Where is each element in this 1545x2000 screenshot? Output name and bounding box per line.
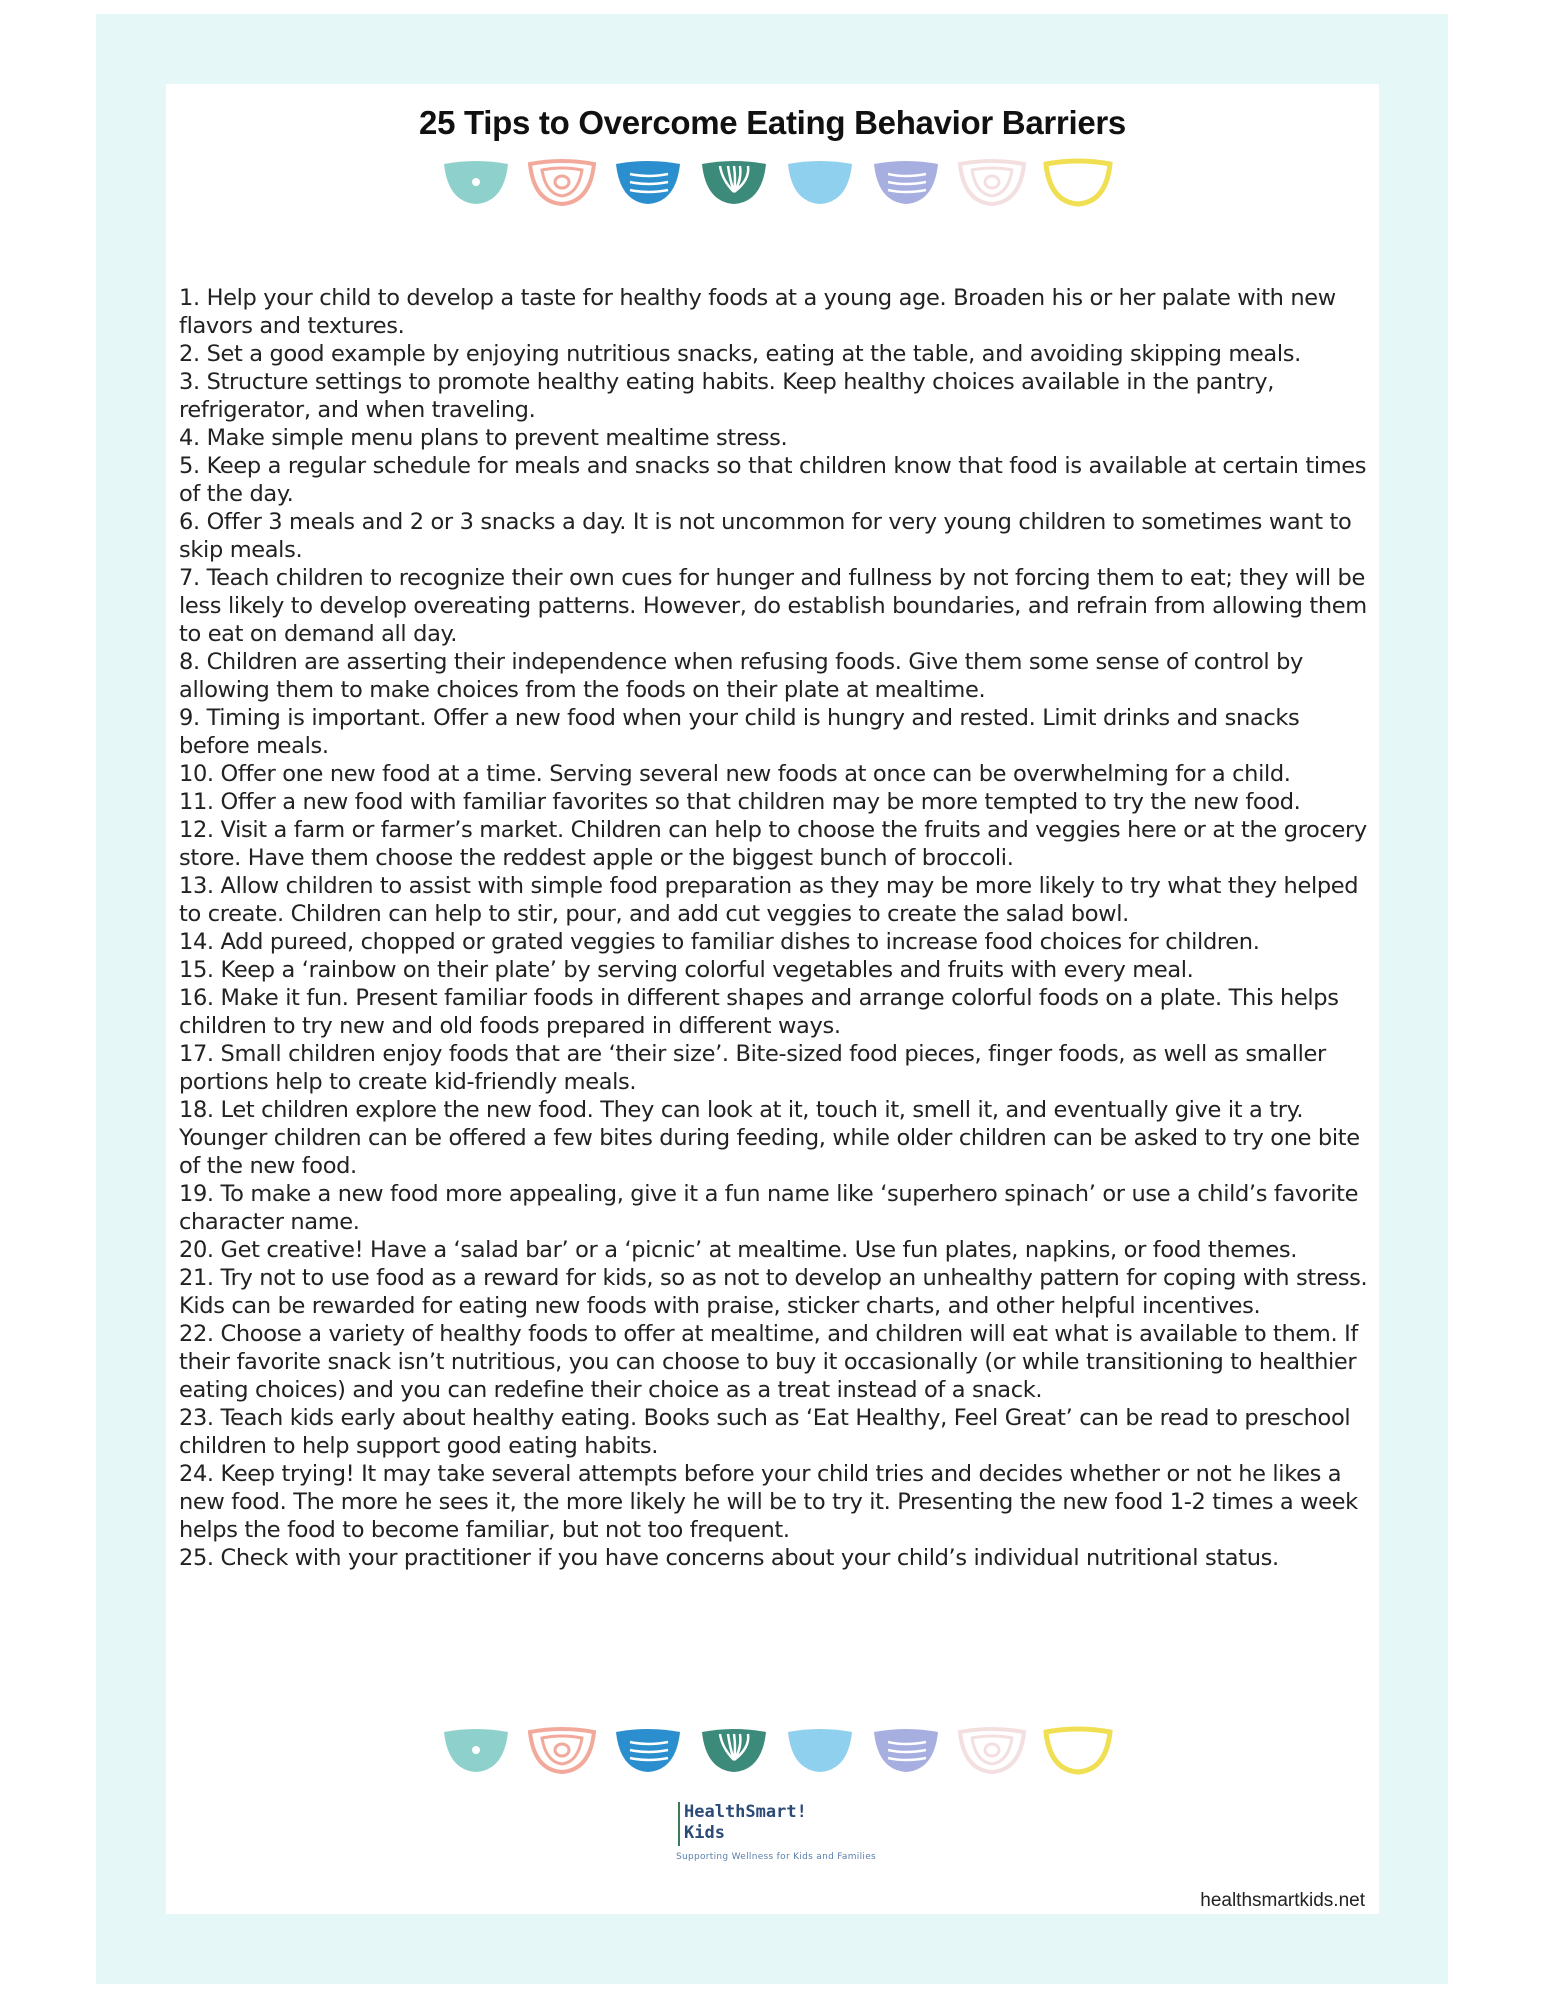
bowl-decoration-bottom xyxy=(436,1720,1116,1790)
tip-item: 11. Offer a new food with familiar favorites so that children may be more tempted to try the new food. xyxy=(179,789,1301,815)
tip-item: 23. Teach kids early about healthy eating. Books such as ‘Eat Healthy, Feel Great’ can be read to preschool children to help support good eating habits. xyxy=(179,1405,1351,1459)
bowl-row-top xyxy=(436,152,1116,222)
tips-list xyxy=(179,284,1374,1572)
tip-item: 14. Add pureed, chopped or grated veggies to familiar dishes to increase food choices for children. xyxy=(179,929,1260,955)
bowl-icon xyxy=(530,161,594,204)
tip-item: 5. Keep a regular schedule for meals and snacks so that children know that food is available at certain times of the day. xyxy=(179,453,1367,507)
bowl-icon xyxy=(960,161,1024,204)
tip-item: 12. Visit a farm or farmer’s market. Children can help to choose the fruits and veggies here or at the grocery store. Have them choose the reddest apple or the biggest bunch of broccoli. xyxy=(179,817,1367,871)
logo-bar xyxy=(678,1802,680,1846)
bowl-icon xyxy=(444,161,508,204)
tip-item: 13. Allow children to assist with simple food preparation as they may be more likely to try what they helped to create. Children can help to stir, pour, and add cut veggies to create the salad bowl. xyxy=(179,873,1359,927)
tip-item: 4. Make simple menu plans to prevent mealtime stress. xyxy=(179,425,788,451)
bowl-icon xyxy=(874,161,938,204)
bowl-icon xyxy=(616,161,680,204)
logo-line-1: HealthSmart! xyxy=(684,1802,807,1822)
tip-item: 6. Offer 3 meals and 2 or 3 snacks a day. It is not uncommon for very young children to sometimes want to skip meals. xyxy=(179,509,1352,563)
tip-item: 7. Teach children to recognize their own cues for hunger and fullness by not forcing them to eat; they will be less likely to develop overeating patterns. However, do establish boundaries, and refrain from allowing them to eat on demand all day. xyxy=(179,565,1367,647)
tip-item: 8. Children are asserting their independence when refusing foods. Give them some sense of control by allowing them to make choices from the foods on their plate at mealtime. xyxy=(179,649,1304,703)
bowl-icon xyxy=(788,1729,852,1772)
bowl-icon xyxy=(1046,1729,1110,1772)
bowl-row-bottom xyxy=(436,1720,1116,1790)
bowl-icon xyxy=(444,1729,508,1772)
tip-item: 10. Offer one new food at a time. Serving several new foods at once can be overwhelming for a child. xyxy=(179,761,1291,787)
tip-item: 1. Help your child to develop a taste for healthy foods at a young age. Broaden his or her palate with new flavors and textures. xyxy=(179,285,1336,339)
bowl-icon xyxy=(874,1729,938,1772)
document-page xyxy=(166,84,1379,1914)
tip-item: 3. Structure settings to promote healthy eating habits. Keep healthy choices available in the pantry, refrigerator, and when traveling. xyxy=(179,369,1275,423)
tip-item: 24. Keep trying! It may take several attempts before your child tries and decides whether or not he likes a new food. The more he sees it, the more likely he will be to try it. Presenting the new food 1-2 times a week helps the food to become familiar, but not too frequent. xyxy=(179,1461,1358,1543)
bowl-icon xyxy=(616,1729,680,1772)
tip-item: 18. Let children explore the new food. They can look at it, touch it, smell it, and eventually give it a try. Younger children can be offered a few bites during feeding, while older children can be asked to try one bite of the new food. xyxy=(179,1097,1360,1179)
bowl-icon xyxy=(960,1729,1024,1772)
page-title: 25 Tips to Overcome Eating Behavior Barriers xyxy=(419,104,1126,141)
bowl-icon xyxy=(530,1729,594,1772)
tip-item: 15. Keep a ‘rainbow on their plate’ by serving colorful vegetables and fruits with every meal. xyxy=(179,957,1194,983)
logo-tagline: Supporting Wellness for Kids and Families xyxy=(675,1852,877,1862)
tip-item: 17. Small children enjoy foods that are ‘their size’. Bite-sized food pieces, finger foods, as well as smaller portions help to create kid-friendly meals. xyxy=(179,1041,1326,1095)
website-link[interactable]: healthsmartkids.net xyxy=(1200,1890,1365,1911)
tip-item: 20. Get creative! Have a ‘salad bar’ or a ‘picnic’ at mealtime. Use fun plates, napkins, or food themes. xyxy=(179,1237,1298,1263)
tip-item: 2. Set a good example by enjoying nutritious snacks, eating at the table, and avoiding skipping meals. xyxy=(179,341,1301,367)
bowl-icon xyxy=(1046,161,1110,204)
tip-item: 9. Timing is important. Offer a new food when your child is hungry and rested. Limit drinks and snacks before meals. xyxy=(179,705,1300,759)
logo-line-2: Kids xyxy=(684,1823,725,1843)
tip-item: 19. To make a new food more appealing, give it a fun name like ‘superhero spinach’ or use a child’s favorite character name. xyxy=(179,1181,1359,1235)
tip-item: 22. Choose a variety of healthy foods to offer at mealtime, and children will eat what is available to them. If their favorite snack isn’t nutritious, you can choose to buy it occasionally (or while transitioning to healthier eating choices) and you can redefine their choice as a treat instead of a snack. xyxy=(179,1321,1358,1403)
bowl-decoration-top xyxy=(436,152,1116,222)
bowl-icon xyxy=(702,1729,766,1772)
tip-item: 21. Try not to use food as a reward for kids, so as not to develop an unhealthy pattern for coping with stress. Kids can be rewarded for eating new foods with praise, sticker charts, and other helpful incentives. xyxy=(179,1265,1368,1319)
healthsmart-logo xyxy=(656,1802,896,1872)
tip-item: 16. Make it fun. Present familiar foods in different shapes and arrange colorful foods on a plate. This helps children to try new and old foods prepared in different ways. xyxy=(179,985,1339,1039)
bowl-icon xyxy=(788,161,852,204)
tip-item: 25. Check with your practitioner if you have concerns about your child’s individual nutritional status. xyxy=(179,1545,1279,1571)
logo-name xyxy=(684,1802,807,1844)
bowl-icon xyxy=(702,161,766,204)
